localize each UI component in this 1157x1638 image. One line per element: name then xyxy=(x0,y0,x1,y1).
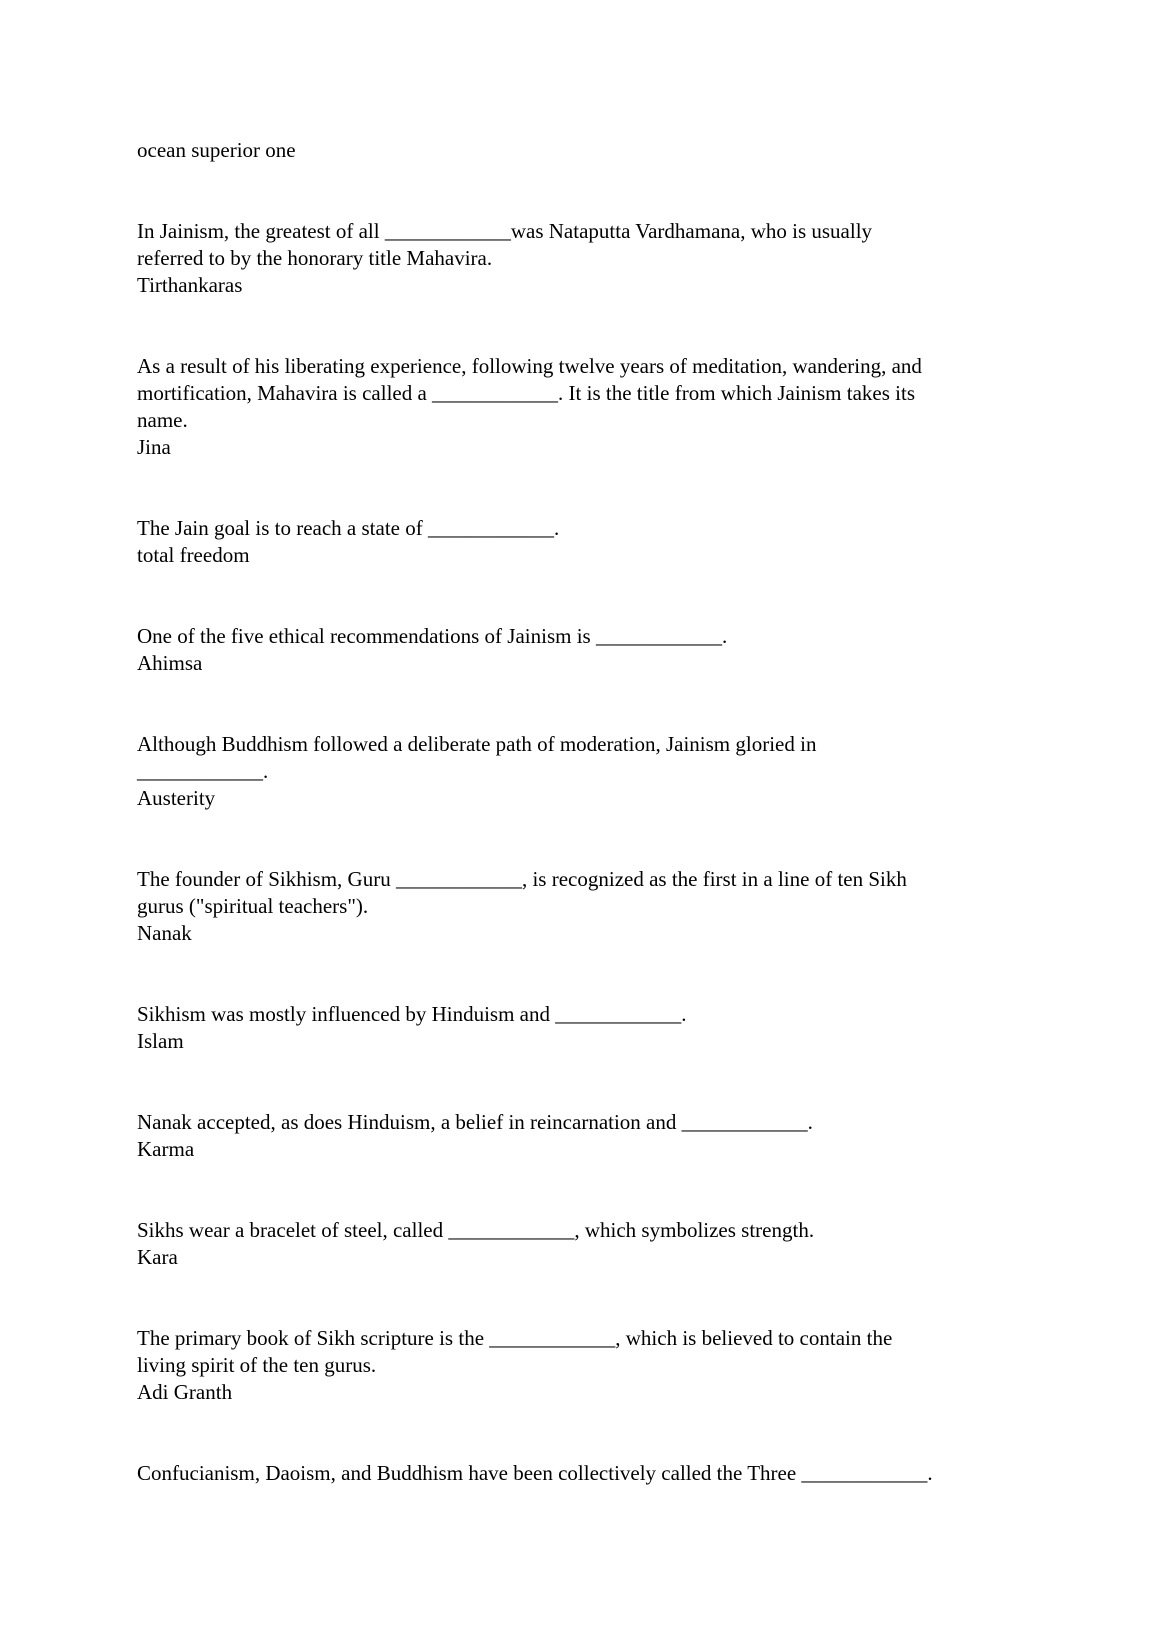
answer-text: Austerity xyxy=(137,786,216,810)
question-block xyxy=(137,218,1037,299)
header-line: ocean superior one xyxy=(137,138,296,162)
question-block xyxy=(137,353,1037,461)
question-text: Although Buddhism followed a deliberate path of moderation, Jainism gloried in xyxy=(137,732,817,756)
question-text: One of the five ethical recommendations of Jainism is ____________. xyxy=(137,624,728,648)
question-text: Sikhs wear a bracelet of steel, called ____________, which symbolizes strength. xyxy=(137,1218,815,1242)
question-block xyxy=(137,866,1037,947)
question-text: Nanak accepted, as does Hinduism, a belief in reincarnation and ____________. xyxy=(137,1110,813,1134)
question-block xyxy=(137,1001,1037,1055)
answer-text: Ahimsa xyxy=(137,651,203,675)
question-block xyxy=(137,1109,1037,1163)
question-block xyxy=(137,623,1037,677)
question-text: gurus ("spiritual teachers"). xyxy=(137,894,369,918)
question-text: The primary book of Sikh scripture is the ____________, which is believed to contain the xyxy=(137,1326,893,1350)
question-block xyxy=(137,1217,1037,1271)
question-text: In Jainism, the greatest of all ____________was Nataputta Vardhamana, who is usually xyxy=(137,219,873,243)
answer-text: Adi Granth xyxy=(137,1380,233,1404)
question-text: Confucianism, Daoism, and Buddhism have been collectively called the Three ____________. xyxy=(137,1461,933,1485)
question-block xyxy=(137,1460,1037,1487)
answer-text: Nanak xyxy=(137,921,192,945)
question-text: mortification, Mahavira is called a ____________. It is the title from which Jainism takes its xyxy=(137,381,916,405)
answer-text: Tirthankaras xyxy=(137,273,243,297)
question-block xyxy=(137,515,1037,569)
question-text: The Jain goal is to reach a state of ____________. xyxy=(137,516,560,540)
header-block xyxy=(137,137,1037,164)
question-text: The founder of Sikhism, Guru ____________, is recognized as the first in a line of ten Sikh xyxy=(137,867,907,891)
answer-text: total freedom xyxy=(137,543,250,567)
question-text: name. xyxy=(137,408,188,432)
question-text: As a result of his liberating experience, following twelve years of meditation, wandering, and xyxy=(137,354,922,378)
answer-text: Karma xyxy=(137,1137,195,1161)
question-text: ____________. xyxy=(137,759,269,783)
answer-text: Kara xyxy=(137,1245,178,1269)
answer-text: Islam xyxy=(137,1029,184,1053)
questions-container xyxy=(137,218,1037,1487)
answer-text: Jina xyxy=(137,435,171,459)
question-text: living spirit of the ten gurus. xyxy=(137,1353,377,1377)
question-text: referred to by the honorary title Mahavira. xyxy=(137,246,493,270)
question-block xyxy=(137,731,1037,812)
question-text: Sikhism was mostly influenced by Hinduism and ____________. xyxy=(137,1002,687,1026)
question-block xyxy=(137,1325,1037,1406)
